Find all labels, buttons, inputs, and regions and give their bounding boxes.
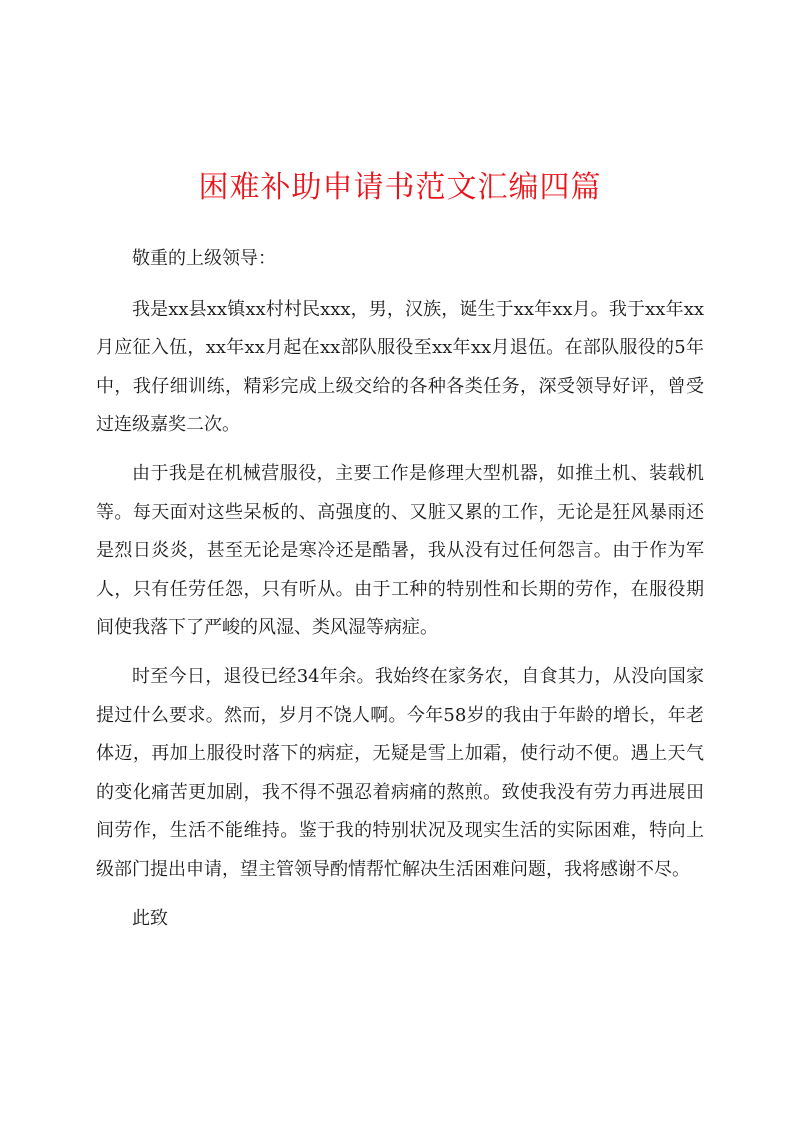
document-title: 困难补助申请书范文汇编四篇 bbox=[198, 170, 602, 205]
salutation: 敬重的上级领导： bbox=[132, 248, 276, 269]
closing: 此致 bbox=[132, 907, 168, 929]
paragraph-3: 时至今日，退役已经34年余。我始终在家务农，自食其力，从没向国家提过什么要求。然而，岁月不饶人啊。今年58岁的我由于年龄的增长，年老体迈，再加上服役时落下的病症，无疑是雪上加霜，使行动不便。遇上天气的变化痛苦更加剧，我不得不强忍着病痛的熬煎。致使我没有劳力再进展田间劳作，生活不能维持。鉴于我的特别状况及现实生活的实际困难，特向上级部门提出申请，望主管领导酌情帮忙解决生活困难问题，我将感谢不尽。 bbox=[96, 665, 704, 880]
paragraph-2: 由于我是在机械营服役，主要工作是修理大型机器，如推土机、装载机等。每天面对这些呆板的、高强度的、又脏又累的工作，无论是狂风暴雨还是烈日炎炎，甚至无论是寒冷还是酷暑，我从没有过任何怨言。由于作为军人，只有任劳任怨，只有听从。由于工种的特别性和长期的劳作，在服役期间使我落下了严峻的风湿、类风湿等病症。 bbox=[96, 462, 704, 639]
document-body bbox=[96, 240, 704, 940]
paragraph-1: 我是xx县xx镇xx村村民xxx，男，汉族，诞生于xx年xx月。我于xx年xx月应征入伍，xx年xx月起在xx部队服役至xx年xx月退伍。在部队服役的5年中，我仔细训练，精彩完成上级交给的各种各类任务，深受领导好评，曾受过连级嘉奖二次。 bbox=[96, 298, 704, 436]
